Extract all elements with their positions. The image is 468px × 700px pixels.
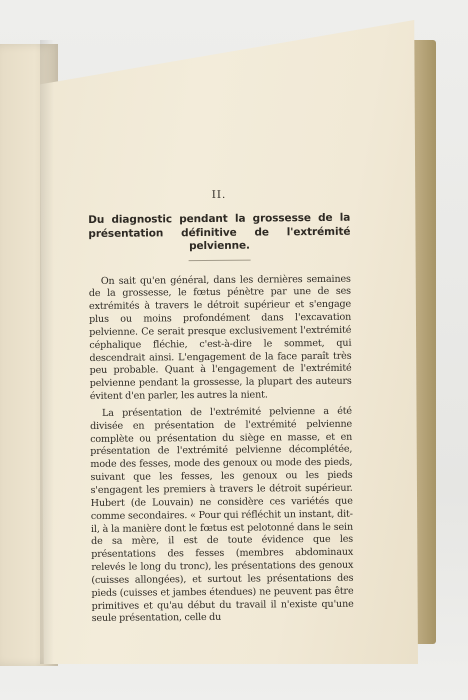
page-text-block bbox=[88, 188, 354, 629]
section-numeral: II. bbox=[211, 188, 227, 201]
paragraph-1: On sait qu'en général, dans les dernières semaines de la grossesse, le fœtus pénètre par une de ses extrémités à travers le détroit supérieur et s'engage plus ou moins profondément dans l'excavation pelvienne. Ce serait presque exclusivement l'extrémité céphalique fléchie, c'est-à-dire le sommet, qui descendrait ainsi. L'engagement de la face paraît très peu probable. Quant à l'engagement de l'extrémité pelvienne pendant la grossesse, la plupart des auteurs évitent d'en parler, les autres la nient. bbox=[88, 273, 352, 403]
heading-rule bbox=[189, 259, 251, 261]
paragraph-2: La présentation de l'extrémité pelvienne a été divisée en présentation de l'extrémité pelvienne complète ou présentation du siège en masse, et en présentation de l'extrémité pelvienne décomplétée, mode des fesses, mode des genoux ou mode des pieds, suivant que les fesses, les genoux ou les pieds s'engagent les premiers à travers le détroit supérieur. Hubert (de Louvain) ne considère ces variétés que comme secondaires. « Pour qui réfléchit un instant, dit-il, à la manière dont le fœtus est pelotonné dans le sein de sa mère, il est de toute évidence que les présentations des fesses (membres abdominaux relevés le long du tronc), les présentations des genoux (cuisses allongées), et surtout les présentations des pieds (cuisses et jambes étendues) ne peuvent pas être primitives et qu'au début du travail il n'existe qu'une seule présentation, celle du bbox=[90, 405, 354, 625]
gutter-shadow bbox=[40, 40, 54, 664]
section-heading: Du diagnostic pendant la grossesse de la présentation définitive de l'extrémité pelvienne. bbox=[88, 211, 351, 253]
